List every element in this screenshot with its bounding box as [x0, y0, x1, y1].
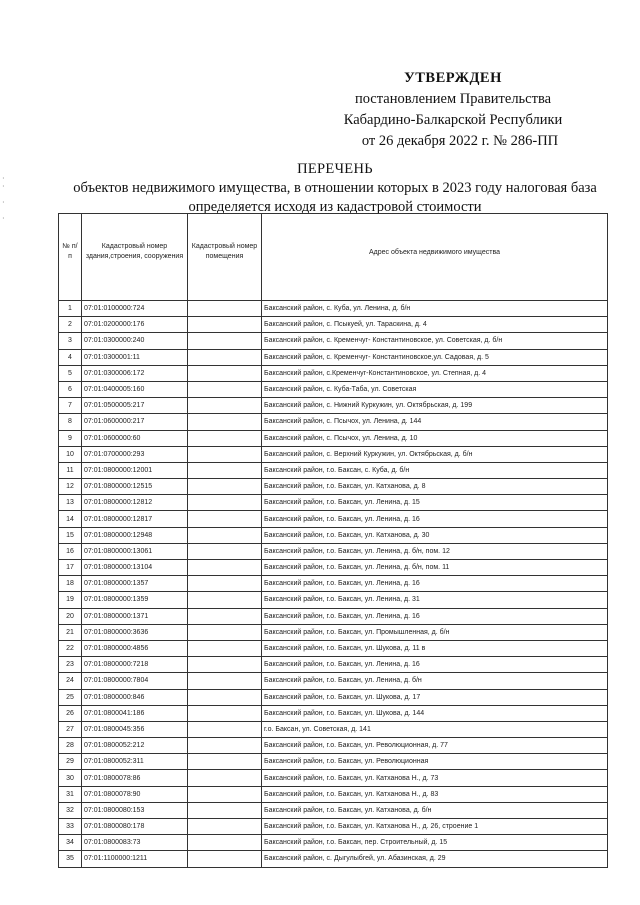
cell-address: Баксанский район, г.о. Баксан, ул. Катханова, д. б/н [262, 802, 608, 818]
cell-cadastral-premises [188, 301, 262, 317]
cell-cadastral-premises [188, 640, 262, 656]
cell-address: Баксанский район, г.о. Баксан, ул. Ленина, д. 16 [262, 576, 608, 592]
table-row [59, 754, 608, 770]
cell-address: Баксанский район, с. Псычох, ул. Ленина, д. 144 [262, 414, 608, 430]
approval-title: УТВЕРЖДЕН [404, 70, 502, 86]
table-row [59, 560, 608, 576]
cell-address: Баксанский район, г.о. Баксан, ул. Ленина, д. 16 [262, 608, 608, 624]
cell-cadastral-building: 07:01:1100000:1211 [82, 851, 188, 867]
cell-cadastral-building: 07:01:0800000:1371 [82, 608, 188, 624]
cell-num: 16 [59, 543, 82, 559]
heading-title: ПЕРЕЧЕНЬ [297, 161, 373, 177]
cell-cadastral-building: 07:01:0800052:212 [82, 738, 188, 754]
table-row [59, 381, 608, 397]
cell-num: 3 [59, 333, 82, 349]
cell-cadastral-premises [188, 527, 262, 543]
cell-cadastral-premises [188, 414, 262, 430]
cell-cadastral-building: 07:01:0600000:60 [82, 430, 188, 446]
cell-num: 31 [59, 786, 82, 802]
table-row [59, 640, 608, 656]
cell-cadastral-building: 07:01:0300000:240 [82, 333, 188, 349]
table-row [59, 673, 608, 689]
table-row [59, 414, 608, 430]
cell-cadastral-building: 07:01:0200000:176 [82, 317, 188, 333]
cell-address: Баксанский район, г.о. Баксан, ул. Ленина, д. 16 [262, 657, 608, 673]
cell-cadastral-building: 07:01:0800083:73 [82, 835, 188, 851]
cell-num: 11 [59, 462, 82, 478]
cell-num: 14 [59, 511, 82, 527]
cell-address: Баксанский район, с. Кременчуг- Константиновское,ул. Садовая, д. 5 [262, 349, 608, 365]
cell-num: 12 [59, 479, 82, 495]
cell-address: Баксанский район, г.о. Баксан, ул. Ленина, д. 15 [262, 495, 608, 511]
cell-address: Баксанский район, г.о. Баксан, с. Куба, д. б/н [262, 462, 608, 478]
col-header-num: № п/п [59, 214, 82, 301]
cell-cadastral-building: 07:01:0800041:186 [82, 705, 188, 721]
cell-cadastral-premises [188, 576, 262, 592]
cell-num: 29 [59, 754, 82, 770]
cell-num: 34 [59, 835, 82, 851]
cell-cadastral-building: 07:01:0800000:1357 [82, 576, 188, 592]
cell-num: 8 [59, 414, 82, 430]
table-row [59, 770, 608, 786]
table-row [59, 317, 608, 333]
cell-cadastral-building: 07:01:0800078:86 [82, 770, 188, 786]
cell-cadastral-premises [188, 495, 262, 511]
table-row [59, 430, 608, 446]
cell-cadastral-premises [188, 689, 262, 705]
cell-cadastral-building: 07:01:0500005:217 [82, 398, 188, 414]
cell-address: Баксанский район, г.о. Баксан, ул. Шукова, д. 11 в [262, 640, 608, 656]
approval-block [318, 68, 588, 152]
table-row [59, 835, 608, 851]
document-heading [40, 160, 630, 217]
cell-cadastral-premises [188, 317, 262, 333]
cell-cadastral-building: 07:01:0800000:12948 [82, 527, 188, 543]
cell-address: Баксанский район, г.о. Баксан, ул. Катханова, д. 8 [262, 479, 608, 495]
cell-cadastral-premises [188, 560, 262, 576]
cell-address: Баксанский район, г.о. Баксан, пер. Строительный, д. 15 [262, 835, 608, 851]
cell-num: 2 [59, 317, 82, 333]
cell-num: 28 [59, 738, 82, 754]
cell-num: 5 [59, 365, 82, 381]
approval-line-1: постановлением Правительства [354, 91, 552, 107]
cell-cadastral-premises [188, 608, 262, 624]
table-row [59, 495, 608, 511]
table-row [59, 365, 608, 381]
cell-address: Баксанский район, с. Куба-Таба, ул. Советская [262, 381, 608, 397]
cell-num: 4 [59, 349, 82, 365]
cell-num: 10 [59, 446, 82, 462]
cell-num: 32 [59, 802, 82, 818]
cell-cadastral-premises [188, 770, 262, 786]
cell-address: Баксанский район, г.о. Баксан, ул. Катханова Н., д. 26, строение 1 [262, 819, 608, 835]
table-row [59, 462, 608, 478]
cell-cadastral-building: 07:01:0700000:293 [82, 446, 188, 462]
cell-cadastral-premises [188, 365, 262, 381]
table-header-row [59, 214, 608, 301]
cell-cadastral-premises [188, 657, 262, 673]
cell-cadastral-premises [188, 543, 262, 559]
cell-cadastral-building: 07:01:0800000:13104 [82, 560, 188, 576]
cell-num: 27 [59, 721, 82, 737]
table-row [59, 398, 608, 414]
table-row [59, 786, 608, 802]
cell-num: 20 [59, 608, 82, 624]
cell-address: г.о. Баксан, ул. Советская, д. 141 [262, 721, 608, 737]
cell-address: Баксанский район, г.о. Баксан, ул. Катханова Н., д. 73 [262, 770, 608, 786]
cell-address: Баксанский район, с. Кременчуг- Константиновское, ул. Советская, д. б/н [262, 333, 608, 349]
cell-cadastral-building: 07:01:0800000:1359 [82, 592, 188, 608]
cell-cadastral-premises [188, 835, 262, 851]
cell-num: 22 [59, 640, 82, 656]
table-row [59, 446, 608, 462]
cell-num: 23 [59, 657, 82, 673]
cell-address: Баксанский район, г.о. Баксан, ул. Ленина, д. 31 [262, 592, 608, 608]
cell-address: Баксанский район, с. Куба, ул. Ленина, д. б/н [262, 301, 608, 317]
cell-num: 35 [59, 851, 82, 867]
cell-num: 17 [59, 560, 82, 576]
cell-cadastral-building: 07:01:0800080:178 [82, 819, 188, 835]
table-row [59, 608, 608, 624]
cell-num: 33 [59, 819, 82, 835]
cell-cadastral-building: 07:01:0400005:160 [82, 381, 188, 397]
cell-num: 25 [59, 689, 82, 705]
cell-num: 26 [59, 705, 82, 721]
table-row [59, 705, 608, 721]
cell-num: 21 [59, 624, 82, 640]
cell-address: Баксанский район, г.о. Баксан, ул. Катханова Н., д. 83 [262, 786, 608, 802]
cell-address: Баксанский район, с. Дыгулыбгей, ул. Абазинская, д. 29 [262, 851, 608, 867]
cell-cadastral-premises [188, 705, 262, 721]
table-row [59, 819, 608, 835]
cell-address: Баксанский район, с. Нижний Куркужин, ул. Октябрьская, д. 199 [262, 398, 608, 414]
cell-num: 19 [59, 592, 82, 608]
cell-cadastral-premises [188, 721, 262, 737]
property-table [58, 213, 608, 868]
cell-num: 1 [59, 301, 82, 317]
table-row [59, 479, 608, 495]
cell-cadastral-premises [188, 802, 262, 818]
cell-cadastral-building: 07:01:0300006:172 [82, 365, 188, 381]
col-header-address: Адрес объекта недвижимого имущества [262, 214, 608, 301]
cell-num: 13 [59, 495, 82, 511]
table-row [59, 624, 608, 640]
cell-cadastral-premises [188, 430, 262, 446]
cell-cadastral-building: 07:01:0800000:12812 [82, 495, 188, 511]
table-row [59, 657, 608, 673]
cell-cadastral-premises [188, 786, 262, 802]
table-row [59, 738, 608, 754]
cell-cadastral-building: 07:01:0800000:12515 [82, 479, 188, 495]
table-row [59, 543, 608, 559]
cell-cadastral-building: 07:01:0600000:217 [82, 414, 188, 430]
cell-address: Баксанский район, г.о. Баксан, ул. Ленина, д. б/н, пом. 12 [262, 543, 608, 559]
cell-cadastral-premises [188, 738, 262, 754]
cell-cadastral-premises [188, 446, 262, 462]
cell-cadastral-premises [188, 381, 262, 397]
heading-line-2: определяется исходя из кадастровой стоимости [188, 199, 482, 215]
table-row [59, 333, 608, 349]
cell-num: 15 [59, 527, 82, 543]
cell-address: Баксанский район, г.о. Баксан, ул. Революционная, д. 77 [262, 738, 608, 754]
cell-cadastral-building: 07:01:0100000:724 [82, 301, 188, 317]
cell-cadastral-premises [188, 462, 262, 478]
cell-cadastral-premises [188, 592, 262, 608]
cell-address: Баксанский район, г.о. Баксан, ул. Промышленная, д. б/н [262, 624, 608, 640]
table-row [59, 851, 608, 867]
cell-cadastral-premises [188, 479, 262, 495]
cell-address: Баксанский район, с.Кременчуг-Константиновское, ул. Степная, д. 4 [262, 365, 608, 381]
cell-num: 24 [59, 673, 82, 689]
cell-cadastral-premises [188, 819, 262, 835]
cell-address: Баксанский район, г.о. Баксан, ул. Ленина, д. б/н, пом. 11 [262, 560, 608, 576]
cell-address: Баксанский район, г.о. Баксан, ул. Шукова, д. 17 [262, 689, 608, 705]
cell-address: Баксанский район, г.о. Баксан, ул. Ленина, д. б/н [262, 673, 608, 689]
cell-cadastral-building: 07:01:0800000:846 [82, 689, 188, 705]
table-row [59, 301, 608, 317]
cell-cadastral-building: 07:01:0800000:7804 [82, 673, 188, 689]
approval-date: от 26 декабря 2022 г. № 286-ПП [361, 133, 559, 149]
cell-cadastral-building: 07:01:0800052:311 [82, 754, 188, 770]
table-row [59, 721, 608, 737]
scan-margin-mark: · · · · [2, 174, 5, 223]
col-header-cadastral-premises: Кадастровый номер помещения [188, 214, 262, 301]
cell-num: 7 [59, 398, 82, 414]
cell-cadastral-premises [188, 673, 262, 689]
table-row [59, 802, 608, 818]
approval-line-2: Кабардино-Балкарской Республики [343, 112, 563, 128]
cell-cadastral-building: 07:01:0800000:12817 [82, 511, 188, 527]
cell-address: Баксанский район, г.о. Баксан, ул. Катханова, д. 30 [262, 527, 608, 543]
cell-address: Баксанский район, с. Псыкуей, ул. Тараскина, д. 4 [262, 317, 608, 333]
heading-line-1: объектов недвижимого имущества, в отношении которых в 2023 году налоговая база [73, 180, 597, 196]
cell-cadastral-premises [188, 398, 262, 414]
cell-num: 18 [59, 576, 82, 592]
cell-address: Баксанский район, с. Верхний Куркужин, ул. Октябрьская, д. б/н [262, 446, 608, 462]
cell-cadastral-building: 07:01:0800000:3636 [82, 624, 188, 640]
cell-address: Баксанский район, г.о. Баксан, ул. Шукова, д. 144 [262, 705, 608, 721]
cell-cadastral-premises [188, 851, 262, 867]
table-row [59, 689, 608, 705]
cell-cadastral-premises [188, 349, 262, 365]
cell-cadastral-building: 07:01:0800000:12001 [82, 462, 188, 478]
table-row [59, 527, 608, 543]
table-row [59, 592, 608, 608]
cell-address: Баксанский район, г.о. Баксан, ул. Ленина, д. 16 [262, 511, 608, 527]
cell-cadastral-premises [188, 333, 262, 349]
cell-num: 30 [59, 770, 82, 786]
cell-cadastral-building: 07:01:0800080:153 [82, 802, 188, 818]
cell-address: Баксанский район, с. Псычох, ул. Ленина, д. 10 [262, 430, 608, 446]
table-row [59, 349, 608, 365]
cell-cadastral-building: 07:01:0300001:11 [82, 349, 188, 365]
cell-num: 9 [59, 430, 82, 446]
cell-cadastral-building: 07:01:0800000:13061 [82, 543, 188, 559]
cell-cadastral-premises [188, 511, 262, 527]
cell-cadastral-premises [188, 624, 262, 640]
cell-cadastral-building: 07:01:0800078:90 [82, 786, 188, 802]
cell-cadastral-building: 07:01:0800000:4856 [82, 640, 188, 656]
cell-cadastral-premises [188, 754, 262, 770]
table-row [59, 511, 608, 527]
table-row [59, 576, 608, 592]
cell-cadastral-building: 07:01:0800045:356 [82, 721, 188, 737]
cell-address: Баксанский район, г.о. Баксан, ул. Революционная [262, 754, 608, 770]
col-header-cadastral-building: Кадастровый номер здания,строения, сооружения [82, 214, 188, 301]
cell-cadastral-building: 07:01:0800000:7218 [82, 657, 188, 673]
cell-num: 6 [59, 381, 82, 397]
